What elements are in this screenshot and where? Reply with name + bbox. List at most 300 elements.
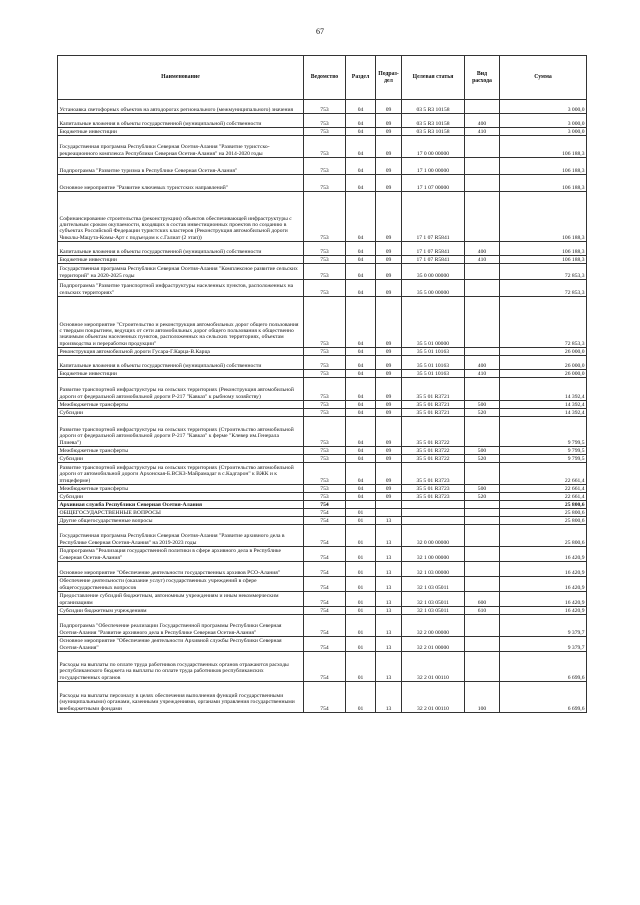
table-row [58, 447, 587, 455]
table-row [58, 401, 587, 409]
row-razdel: 01 [346, 682, 376, 713]
row-vedomstvo: 753 [304, 264, 346, 280]
row-sum: 72 853,3 [500, 280, 587, 297]
row-sum: 106 188,3 [500, 242, 587, 256]
header-expense-type: Вид расхода [465, 56, 500, 100]
row-razdel: 04 [346, 100, 376, 114]
table-row [58, 463, 587, 485]
row-podrazdel: 09 [376, 409, 402, 417]
row-expense-type [465, 280, 500, 297]
row-vedomstvo: 754 [304, 615, 346, 637]
row-name: Бюджетные инвестиции [58, 128, 304, 136]
row-podrazdel: 13 [376, 592, 402, 607]
row-vedomstvo: 753 [304, 447, 346, 455]
row-razdel: 04 [346, 409, 376, 417]
row-name: Предоставление субсидий бюджетным, автономным учреждениям и иным некоммерческим организациям [58, 592, 304, 607]
row-expense-type: 600 [465, 592, 500, 607]
row-vedomstvo: 753 [304, 242, 346, 256]
row-target-article: 17 1 07 R5841 [402, 256, 465, 264]
row-podrazdel: 09 [376, 192, 402, 242]
row-sum: 14 392,4 [500, 378, 587, 401]
row-vedomstvo: 753 [304, 100, 346, 114]
row-razdel: 04 [346, 136, 376, 158]
table-row [58, 417, 587, 447]
row-podrazdel: 09 [376, 485, 402, 493]
row-name: Подпрограмма "Реализация государственной политики в сфере архивного дела в Республике Северная Осетия-Алания" [58, 547, 304, 562]
row-expense-type: 520 [465, 493, 500, 501]
row-name: Устаноавка светофорных объектов на автодорогах регионального (межмуниципального) значения [58, 100, 304, 114]
row-vedomstvo: 753 [304, 493, 346, 501]
row-name: Основное мероприятие "Строительство и реконструкция автомобильных дорог общего пользования с твердым покрытием, ведущих от сети автомобильных дорог общего пользования к общественно значимым объектам населенных пунктов, расположенных на сельских территориях, объектам производства и переработки продукции" [58, 297, 304, 348]
row-sum: 22 661,4 [500, 493, 587, 501]
row-podrazdel: 09 [376, 378, 402, 401]
row-sum: 26 000,0 [500, 370, 587, 378]
row-vedomstvo: 753 [304, 280, 346, 297]
row-podrazdel: 09 [376, 128, 402, 136]
row-podrazdel: 09 [376, 114, 402, 128]
row-sum: 26 000,0 [500, 348, 587, 356]
row-podrazdel: 13 [376, 615, 402, 637]
row-podrazdel: 13 [376, 637, 402, 652]
row-razdel: 04 [346, 463, 376, 485]
row-vedomstvo: 753 [304, 378, 346, 401]
row-expense-type [465, 577, 500, 592]
row-vedomstvo: 754 [304, 652, 346, 682]
row-expense-type: 400 [465, 356, 500, 370]
row-target-article: 32 1 03 05011 [402, 607, 465, 615]
row-target-article: 32 0 00 00000 [402, 525, 465, 547]
row-name: Софинансирование строительства (реконструкции) объектов обеспечивающей инфраструктуры с длительным сроком окупаемости, входящих в состав инвестиционных проектов по созданию в субъектах Российской Федерации туристских кластеров (Реконструкция автомобильной дороги Чиколы-Мацута-Комы-Арт с подъездом к с.Галиат (2 этап)) [58, 192, 304, 242]
row-name: Развитие транспортной инфраструктуры на сельских территориях (Строительство автомобильной дороги от автомобильной дороги Архонская-Б.ВСКЗ-Майрамадаг в с.Кадгарон" к ВЖК и к птицеферме) [58, 463, 304, 485]
row-podrazdel [376, 509, 402, 517]
row-target-article: 35 5 01 R3721 [402, 401, 465, 409]
row-target-article: 35 5 01 R3721 [402, 409, 465, 417]
row-vedomstvo: 754 [304, 547, 346, 562]
row-sum: 14 392,4 [500, 401, 587, 409]
row-target-article: 35 5 01 R3722 [402, 455, 465, 463]
table-body [58, 100, 587, 713]
row-name: Бюджетные инвестиции [58, 370, 304, 378]
row-podrazdel: 09 [376, 455, 402, 463]
row-podrazdel: 09 [376, 356, 402, 370]
row-name: Развитие транспортной инфраструктуры на сельских территориях (Реконструкция автомобильной дороги от федеральной автомобильной дороги Р-217 "Кавказ" к рыбному хозяйству) [58, 378, 304, 401]
row-podrazdel: 13 [376, 525, 402, 547]
row-name: Бюджетные инвестиции [58, 256, 304, 264]
row-name: Другие общегосударственные вопросы [58, 517, 304, 525]
row-podrazdel: 09 [376, 280, 402, 297]
row-expense-type [465, 264, 500, 280]
row-razdel: 01 [346, 547, 376, 562]
table-row [58, 409, 587, 417]
row-podrazdel: 13 [376, 562, 402, 577]
table-row [58, 607, 587, 615]
row-podrazdel: 09 [376, 493, 402, 501]
row-expense-type: 520 [465, 409, 500, 417]
row-target-article: 32 2 01 00000 [402, 637, 465, 652]
row-vedomstvo: 754 [304, 592, 346, 607]
row-podrazdel: 09 [376, 256, 402, 264]
row-name: Подпрограмма "Обеспечение реализации Государственной программы Республики Северная Осетия-Алания "Развитие архивного дела в Республике Северная Осетия-Алания" [58, 615, 304, 637]
table-row [58, 264, 587, 280]
table-row [58, 378, 587, 401]
row-name: Государственная программа Республики Северная Осетия-Алания "Развитие туристско-рекреационного комплекса Республики Северная Осетия-Алания" на 2014-2020 годы [58, 136, 304, 158]
row-expense-type: 520 [465, 455, 500, 463]
row-target-article [402, 501, 465, 509]
row-razdel: 04 [346, 356, 376, 370]
table-row [58, 256, 587, 264]
row-razdel: 04 [346, 280, 376, 297]
row-target-article [402, 509, 465, 517]
header-target-article: Целевая статья [402, 56, 465, 100]
row-target-article: 32 2 01 00110 [402, 652, 465, 682]
table-row [58, 455, 587, 463]
row-target-article: 17 1 00 00000 [402, 158, 465, 175]
row-razdel: 04 [346, 401, 376, 409]
row-razdel: 01 [346, 615, 376, 637]
row-name: Субсидии бюджетным учреждениям [58, 607, 304, 615]
row-vedomstvo: 754 [304, 637, 346, 652]
row-podrazdel: 13 [376, 577, 402, 592]
row-expense-type: 410 [465, 370, 500, 378]
row-vedomstvo: 753 [304, 256, 346, 264]
table-row [58, 525, 587, 547]
row-name: Межбюджетные трансферты [58, 485, 304, 493]
row-name: Подпрограмма "Развитие транспортной инфраструктуры населенных пунктов, расположенных на сельских территориях" [58, 280, 304, 297]
row-sum: 6 699,6 [500, 682, 587, 713]
row-razdel: 04 [346, 128, 376, 136]
row-razdel: 01 [346, 509, 376, 517]
header-vedomstvo: Ведомство [304, 56, 346, 100]
row-expense-type: 400 [465, 242, 500, 256]
row-razdel: 04 [346, 485, 376, 493]
row-expense-type [465, 348, 500, 356]
row-sum: 25 800,6 [500, 501, 587, 509]
row-name: Межбюджетные трансферты [58, 401, 304, 409]
row-target-article: 17 1 07 R5841 [402, 192, 465, 242]
row-expense-type [465, 378, 500, 401]
row-name: Развитие транспортной инфраструктуры на сельских территориях (Строительство автомобильной дороги от федеральной автомобильной дороги Р-217 "Кавказ" к ферме "Клевер им.Генерала Плиева") [58, 417, 304, 447]
budget-table [57, 55, 587, 713]
row-expense-type [465, 517, 500, 525]
table-row [58, 682, 587, 713]
table-row [58, 356, 587, 370]
row-expense-type: 610 [465, 607, 500, 615]
table-header-row [58, 56, 587, 100]
table-row [58, 280, 587, 297]
row-name: Подпрограмма "Развитие туризма в Республике Северная Осетия-Алания" [58, 158, 304, 175]
row-podrazdel: 09 [376, 242, 402, 256]
row-target-article: 32 2 01 00110 [402, 682, 465, 713]
row-razdel: 01 [346, 637, 376, 652]
table-row [58, 562, 587, 577]
row-target-article: 35 5 01 10163 [402, 348, 465, 356]
row-razdel: 01 [346, 652, 376, 682]
table-row [58, 158, 587, 175]
row-expense-type [465, 525, 500, 547]
row-expense-type [465, 100, 500, 114]
row-target-article: 35 5 01 R3723 [402, 485, 465, 493]
row-razdel: 04 [346, 264, 376, 280]
row-target-article: 32 2 00 00000 [402, 615, 465, 637]
row-target-article: 35 5 01 10163 [402, 356, 465, 370]
row-podrazdel: 09 [376, 370, 402, 378]
row-razdel: 01 [346, 562, 376, 577]
row-expense-type [465, 175, 500, 192]
row-name: Архивная служба Республики Северная Осетия-Алания [58, 501, 304, 509]
row-podrazdel: 13 [376, 547, 402, 562]
row-sum: 16 420,9 [500, 607, 587, 615]
row-expense-type [465, 547, 500, 562]
row-vedomstvo: 754 [304, 509, 346, 517]
table-row [58, 297, 587, 348]
row-podrazdel: 09 [376, 100, 402, 114]
row-name: Основное мероприятие "Развитие ключевых туристских направлений" [58, 175, 304, 192]
row-sum: 9 799,5 [500, 417, 587, 447]
row-podrazdel: 09 [376, 136, 402, 158]
row-expense-type [465, 192, 500, 242]
row-razdel: 04 [346, 158, 376, 175]
table-row [58, 192, 587, 242]
table-row [58, 348, 587, 356]
row-name: Межбюджетные трансферты [58, 447, 304, 455]
row-target-article: 35 5 01 R3722 [402, 417, 465, 447]
row-razdel [346, 501, 376, 509]
row-sum: 3 000,0 [500, 128, 587, 136]
row-name: Основное мероприятие "Обеспечение деятельности государственных архивов РСО-Алания" [58, 562, 304, 577]
row-vedomstvo: 753 [304, 128, 346, 136]
table-row [58, 652, 587, 682]
row-target-article: 32 1 03 00000 [402, 562, 465, 577]
row-razdel: 04 [346, 348, 376, 356]
row-razdel: 04 [346, 256, 376, 264]
row-expense-type [465, 501, 500, 509]
header-razdel: Раздел [346, 56, 376, 100]
row-expense-type [465, 509, 500, 517]
row-name: Основное мероприятие "Обеспечение деятельности Архивной службы Республики Северная Осетия-Алания" [58, 637, 304, 652]
row-sum: 26 000,0 [500, 356, 587, 370]
row-vedomstvo: 753 [304, 370, 346, 378]
row-sum: 3 000,0 [500, 100, 587, 114]
row-target-article: 35 5 01 R3723 [402, 463, 465, 485]
row-vedomstvo: 754 [304, 501, 346, 509]
table-row [58, 175, 587, 192]
row-razdel: 04 [346, 493, 376, 501]
row-name: ОБЩЕГОСУДАРСТВЕННЫЕ ВОПРОСЫ [58, 509, 304, 517]
row-podrazdel: 09 [376, 175, 402, 192]
row-target-article: 03 5 R3 10158 [402, 114, 465, 128]
row-target-article: 17 1 07 R5841 [402, 242, 465, 256]
row-vedomstvo: 753 [304, 417, 346, 447]
table-row [58, 637, 587, 652]
row-target-article: 32 1 00 00000 [402, 547, 465, 562]
row-sum: 22 661,4 [500, 463, 587, 485]
table-row [58, 501, 587, 509]
row-sum: 14 392,4 [500, 409, 587, 417]
row-sum: 106 188,3 [500, 192, 587, 242]
row-sum: 3 000,0 [500, 114, 587, 128]
row-razdel: 04 [346, 192, 376, 242]
row-vedomstvo: 754 [304, 517, 346, 525]
row-podrazdel: 09 [376, 401, 402, 409]
row-sum: 72 853,3 [500, 264, 587, 280]
row-vedomstvo: 753 [304, 401, 346, 409]
row-razdel: 04 [346, 175, 376, 192]
row-podrazdel [376, 501, 402, 509]
row-vedomstvo: 753 [304, 175, 346, 192]
row-podrazdel: 09 [376, 417, 402, 447]
row-expense-type [465, 136, 500, 158]
row-target-article: 03 5 R3 10158 [402, 128, 465, 136]
row-target-article: 35 0 00 00000 [402, 264, 465, 280]
row-expense-type [465, 615, 500, 637]
table-row [58, 547, 587, 562]
row-vedomstvo: 754 [304, 607, 346, 615]
row-vedomstvo: 753 [304, 409, 346, 417]
table-row [58, 517, 587, 525]
row-expense-type: 410 [465, 256, 500, 264]
row-name: Расходы на выплаты персоналу в целях обеспечения выполнения функций государственными (муниципальными) органами, казенными учреждениями, органами управления государственными внебюджетными фондами [58, 682, 304, 713]
row-target-article: 32 1 03 05011 [402, 592, 465, 607]
row-expense-type: 500 [465, 401, 500, 409]
table-row [58, 100, 587, 114]
table-row [58, 577, 587, 592]
row-vedomstvo: 753 [304, 158, 346, 175]
row-expense-type [465, 297, 500, 348]
row-razdel: 04 [346, 114, 376, 128]
header-podrazdel: Подраз- дел [376, 56, 402, 100]
table-row [58, 114, 587, 128]
row-razdel: 04 [346, 455, 376, 463]
row-podrazdel: 09 [376, 447, 402, 455]
row-vedomstvo: 753 [304, 136, 346, 158]
row-razdel: 04 [346, 242, 376, 256]
row-name: Государственная программа Республики Северная Осетия-Алания "Развитие архивного дела в Республике Северная Осетия-Алания" на 2019-2023 годы [58, 525, 304, 547]
row-expense-type [465, 562, 500, 577]
row-sum: 106 188,3 [500, 175, 587, 192]
table-row [58, 485, 587, 493]
row-podrazdel: 13 [376, 607, 402, 615]
row-razdel: 01 [346, 525, 376, 547]
row-sum: 25 800,6 [500, 509, 587, 517]
row-sum: 6 699,6 [500, 652, 587, 682]
row-vedomstvo: 754 [304, 562, 346, 577]
row-sum: 16 420,9 [500, 577, 587, 592]
row-expense-type [465, 637, 500, 652]
row-podrazdel: 09 [376, 463, 402, 485]
row-razdel: 01 [346, 577, 376, 592]
row-vedomstvo: 754 [304, 577, 346, 592]
row-podrazdel: 13 [376, 652, 402, 682]
table-row [58, 509, 587, 517]
row-name: Реконструкция автомобильной дороги Гусара-Г.Карца-В.Карца [58, 348, 304, 356]
row-target-article [402, 517, 465, 525]
header-name: Наименование [58, 56, 304, 100]
row-name: Субсидии [58, 493, 304, 501]
row-target-article: 35 5 01 R3722 [402, 447, 465, 455]
row-podrazdel: 09 [376, 297, 402, 348]
row-expense-type: 500 [465, 447, 500, 455]
row-razdel: 04 [346, 417, 376, 447]
row-target-article: 35 5 01 R3723 [402, 493, 465, 501]
row-target-article: 35 5 01 10163 [402, 370, 465, 378]
row-name: Капитальные вложения в объекты государственной (муниципальной) собственности [58, 114, 304, 128]
row-podrazdel: 13 [376, 682, 402, 713]
row-expense-type [465, 417, 500, 447]
row-razdel: 04 [346, 378, 376, 401]
row-razdel: 04 [346, 370, 376, 378]
row-razdel: 04 [346, 447, 376, 455]
row-expense-type [465, 652, 500, 682]
row-sum: 106 188,3 [500, 256, 587, 264]
row-vedomstvo: 753 [304, 114, 346, 128]
row-target-article: 35 5 00 00000 [402, 280, 465, 297]
row-target-article: 32 1 03 05011 [402, 577, 465, 592]
row-podrazdel: 13 [376, 517, 402, 525]
row-vedomstvo: 753 [304, 348, 346, 356]
row-razdel: 01 [346, 607, 376, 615]
table-row [58, 615, 587, 637]
row-vedomstvo: 753 [304, 192, 346, 242]
row-sum: 72 853,3 [500, 297, 587, 348]
row-vedomstvo: 753 [304, 455, 346, 463]
row-name: Государственная программа Республики Северная Осетия-Алания "Комплексное развитие сельских территорий" на 2020-2025 годы [58, 264, 304, 280]
row-vedomstvo: 754 [304, 682, 346, 713]
row-expense-type: 100 [465, 682, 500, 713]
row-vedomstvo: 753 [304, 297, 346, 348]
row-name: Субсидии [58, 455, 304, 463]
row-sum: 9 799,5 [500, 455, 587, 463]
row-sum: 25 800,6 [500, 517, 587, 525]
row-name: Расходы на выплаты по оплате труда работников государственных органов отражаются расходы республиканского бюджета на выплаты по оплате труда работников республиканских государственных органов [58, 652, 304, 682]
row-sum: 25 800,6 [500, 525, 587, 547]
header-sum: Сумма [500, 56, 587, 100]
row-razdel: 01 [346, 592, 376, 607]
table-row [58, 592, 587, 607]
table-row [58, 493, 587, 501]
row-podrazdel: 09 [376, 264, 402, 280]
row-target-article: 17 0 00 00000 [402, 136, 465, 158]
row-name: Капитальные вложения в объекты государственной (муниципальной) собственности [58, 242, 304, 256]
row-name: Капитальные вложения в объекты государственной (муниципальной) собственности [58, 356, 304, 370]
row-target-article: 35 5 01 R3721 [402, 378, 465, 401]
row-sum: 9 379,7 [500, 615, 587, 637]
row-target-article: 17 1 07 00000 [402, 175, 465, 192]
row-name: Субсидии [58, 409, 304, 417]
row-target-article: 03 5 R3 10158 [402, 100, 465, 114]
row-expense-type: 400 [465, 114, 500, 128]
table-row [58, 128, 587, 136]
row-vedomstvo: 753 [304, 463, 346, 485]
row-sum: 106 188,3 [500, 136, 587, 158]
row-sum: 16 420,9 [500, 562, 587, 577]
row-sum: 9 799,5 [500, 447, 587, 455]
row-sum: 106 188,3 [500, 158, 587, 175]
row-vedomstvo: 753 [304, 356, 346, 370]
row-expense-type [465, 158, 500, 175]
row-target-article: 35 5 01 00000 [402, 297, 465, 348]
table-row [58, 242, 587, 256]
row-vedomstvo: 753 [304, 485, 346, 493]
row-sum: 9 379,7 [500, 637, 587, 652]
row-expense-type [465, 463, 500, 485]
row-podrazdel: 09 [376, 158, 402, 175]
table-row [58, 370, 587, 378]
row-razdel: 04 [346, 297, 376, 348]
row-sum: 16 420,9 [500, 592, 587, 607]
row-razdel: 01 [346, 517, 376, 525]
row-sum: 22 661,4 [500, 485, 587, 493]
row-expense-type: 500 [465, 485, 500, 493]
